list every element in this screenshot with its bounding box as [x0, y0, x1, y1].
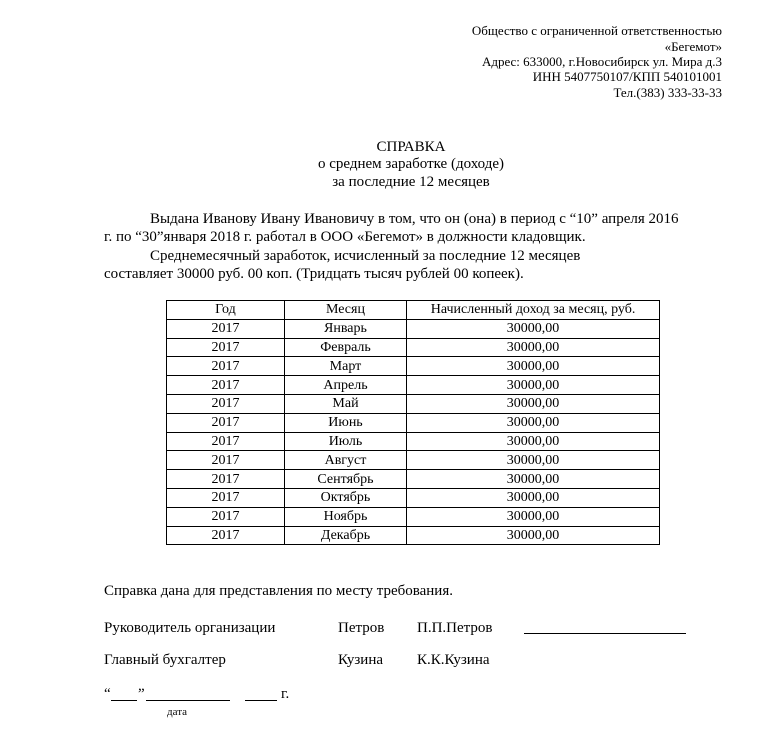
month-cell: Апрель [284, 376, 406, 395]
date-year-suffix: г. [281, 686, 290, 702]
table-row [167, 413, 660, 432]
month-cell: Июль [284, 432, 406, 451]
year-cell: 2017 [167, 432, 285, 451]
body-line-2: г. по “30”января 2018 г. работал в ООО «Бегемот» в должности кладовщик. [104, 229, 586, 245]
body-line-3: Среднемесячный заработок, исчисленный за последние 12 месяцев [150, 248, 581, 264]
month-cell: Декабрь [284, 526, 406, 545]
table-row [167, 394, 660, 413]
month-cell: Январь [284, 319, 406, 338]
accountant-signature: Кузина [338, 652, 384, 668]
head-signature: Петров [338, 620, 385, 636]
income-cell: 30000,00 [407, 488, 660, 507]
month-cell: Март [284, 357, 406, 376]
year-cell: 2017 [167, 507, 285, 526]
table-row [167, 470, 660, 489]
org-address: Адрес: 633000, г.Новосибирск ул. Мира д.3 [481, 54, 722, 69]
income-cell: 30000,00 [407, 413, 660, 432]
income-cell: 30000,00 [407, 394, 660, 413]
month-cell: Ноябрь [284, 507, 406, 526]
date-day-blank [111, 700, 137, 701]
table-row [167, 507, 660, 526]
year-cell: 2017 [167, 451, 285, 470]
signature-line [524, 633, 686, 634]
year-cell: 2017 [167, 413, 285, 432]
year-cell: 2017 [167, 394, 285, 413]
doc-subtitle-2: за последние 12 месяцев [332, 174, 490, 190]
income-cell: 30000,00 [407, 357, 660, 376]
accountant-title: Главный бухгалтер [104, 652, 226, 668]
month-cell: Февраль [284, 338, 406, 357]
year-cell: 2017 [167, 526, 285, 545]
head-name: П.П.Петров [417, 620, 493, 636]
month-cell: Август [284, 451, 406, 470]
table-row [167, 376, 660, 395]
year-cell: 2017 [167, 470, 285, 489]
income-cell: 30000,00 [407, 432, 660, 451]
doc-subtitle-1: о среднем заработке (доходе) [317, 156, 504, 172]
month-cell: Май [284, 394, 406, 413]
income-cell: 30000,00 [407, 451, 660, 470]
year-cell: 2017 [167, 319, 285, 338]
table-row [167, 357, 660, 376]
month-cell: Сентябрь [284, 470, 406, 489]
purpose-statement: Справка дана для представления по месту требования. [104, 583, 453, 599]
income-cell: 30000,00 [407, 507, 660, 526]
income-cell: 30000,00 [407, 470, 660, 489]
org-name-line1: Общество с ограниченной ответственностью [471, 23, 722, 38]
table-row [167, 451, 660, 470]
org-phone: Тел.(383) 333-33-33 [613, 85, 722, 100]
month-cell: Октябрь [284, 488, 406, 507]
date-caption: дата [167, 706, 188, 718]
year-cell: 2017 [167, 357, 285, 376]
date-month-blank [146, 700, 230, 701]
table-row [167, 338, 660, 357]
doc-title: СПРАВКА [376, 139, 446, 155]
org-name-line2: «Бегемот» [664, 39, 722, 54]
accountant-name: К.К.Кузина [417, 652, 490, 668]
date-open-quote: “ [104, 686, 111, 702]
header-income: Начисленный доход за месяц, руб. [407, 301, 660, 320]
income-cell: 30000,00 [407, 526, 660, 545]
header-month: Месяц [284, 301, 406, 320]
body-line-1: Выдана Иванову Ивану Ивановичу в том, что он (она) в период с “10” апреля 2016 [150, 211, 679, 227]
year-cell: 2017 [167, 488, 285, 507]
date-close-quote: ” [138, 686, 145, 702]
year-cell: 2017 [167, 376, 285, 395]
date-year-blank [245, 700, 277, 701]
table-row [167, 432, 660, 451]
table-row [167, 319, 660, 338]
header-year: Год [167, 301, 285, 320]
body-line-4: составляет 30000 руб. 00 коп. (Тридцать тысяч рублей 00 копеек). [104, 266, 524, 282]
table-row [167, 488, 660, 507]
month-cell: Июнь [284, 413, 406, 432]
year-cell: 2017 [167, 338, 285, 357]
table-header-row [167, 301, 660, 320]
table-row [167, 526, 660, 545]
income-cell: 30000,00 [407, 338, 660, 357]
income-cell: 30000,00 [407, 376, 660, 395]
head-title: Руководитель организации [104, 620, 276, 636]
income-table [166, 300, 660, 545]
org-inn: ИНН 5407750107/КПП 540101001 [532, 69, 722, 84]
income-cell: 30000,00 [407, 319, 660, 338]
